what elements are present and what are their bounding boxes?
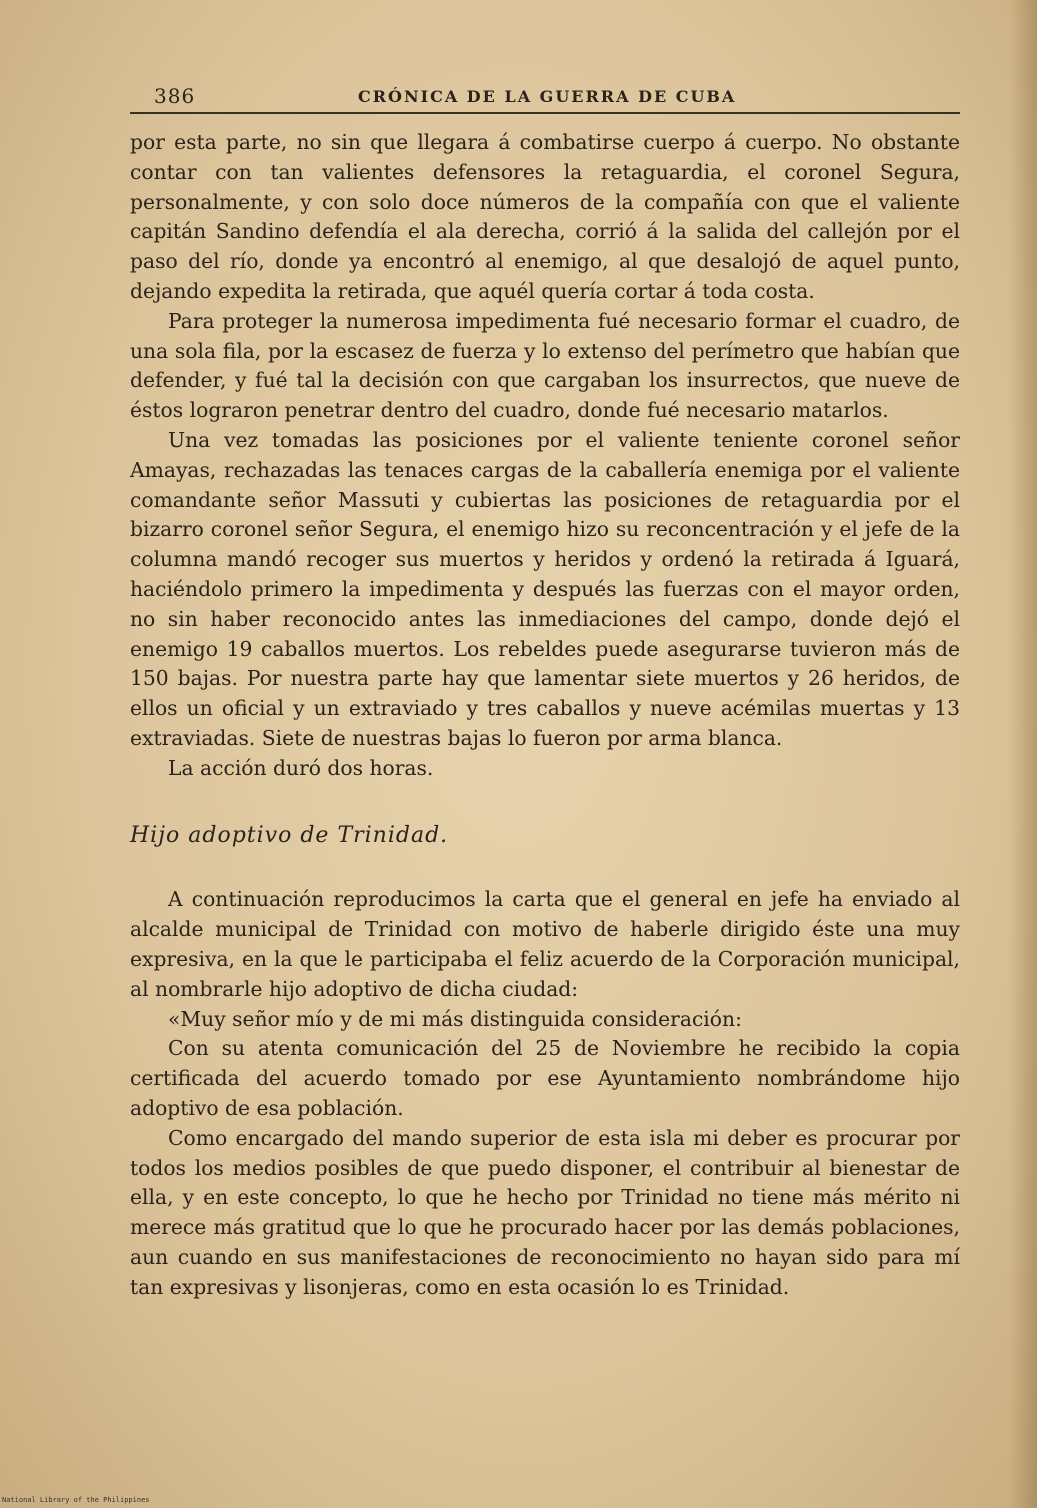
paragraph: Una vez tomadas las posiciones por el valiente teniente coronel señor Amayas, rechazadas las tenaces cargas de la caballería enemiga por el valiente comandante señor Massuti y cubiertas las posiciones de retaguardia por el bizarro coronel señor Segura, el enemigo hizo su reconcentración y el jefe de la columna mandó recoger sus muertos y heridos y ordenó la retirada á Iguará, haciéndolo primero la impedimenta y después las fuerzas con el mayor orden, no sin haber reconocido antes las inmediaciones del campo, donde dejó el enemigo 19 caballos muertos. Los rebeldes puede asegurarse tuvieron más de 150 bajas. Por nuestra parte hay que lamentar siete muertos y 26 heridos, de ellos un oficial y un extraviado y tres caballos y nueve acémilas muertas y 13 extraviadas. Siete de nuestras bajas lo fueron por arma blanca. <box>130 427 960 750</box>
letter-salutation: «Muy señor mío y de mi más distinguida consideración: <box>168 1006 742 1031</box>
page-header <box>130 82 960 114</box>
paragraph: por esta parte, no sin que llegara á combatirse cuerpo á cuerpo. No obstante contar con tan valientes defensores la retaguardia, el coronel Segura, personalmente, y con solo doce números de la compañía con que el valiente capitán Sandino defendía el ala derecha, corrió á la salida del callejón por el paso del río, donde ya encontró al enemigo, al que desalojó de aquel punto, dejando expedita la retirada, que aquél quería cortar á toda costa. <box>130 130 960 303</box>
paragraph: La acción duró dos horas. <box>168 755 434 780</box>
running-title: CRÓNICA DE LA GUERRA DE CUBA <box>358 87 737 106</box>
letter-paragraph: Con su atenta comunicación del 25 de Noviembre he recibido la copia certificada del acuerdo tomado por ese Ayuntamiento nombrándome hijo adoptivo de esa población. <box>130 1036 960 1120</box>
letter-paragraph: Como encargado del mando superior de esta isla mi deber es procurar por todos los medios posibles de que puedo disponer, el contribuir al bienestar de ella, y en este concepto, lo que he hecho por Trinidad no tiene más mérito ni merece más gratitud que lo que he procurado hacer por las demás poblaciones, aun cuando en sus manifestaciones de reconocimiento no hayan sido para mí tan expresivas y lisonjeras, como en esta ocasión lo es Trinidad. <box>130 1125 960 1299</box>
page-edge-shadow <box>1009 0 1037 1508</box>
section-title: Hijo adoptivo de Trinidad. <box>130 822 449 848</box>
page-number: 386 <box>154 84 196 108</box>
footer-credit: National Library of the Philippines <box>2 1496 150 1504</box>
letter-intro: A continuación reproducimos la carta que el general en jefe ha enviado al alcalde municipal de Trinidad con motivo de haberle dirigido éste una muy expresiva, en la que le participaba el feliz acuerdo de la Corporación municipal, al nombrarle hijo adoptivo de dicha ciudad: <box>130 887 960 1001</box>
paragraph: Para proteger la numerosa impedimenta fué necesario formar el cuadro, de una sola fila, por la escasez de fuerza y lo extenso del perímetro que habían que defender, y fué tal la decisión con que cargaban los insurrectos, que nueve de éstos lograron penetrar dentro del cuadro, donde fué necesario matarlos. <box>130 308 960 423</box>
body-text <box>130 128 960 1302</box>
